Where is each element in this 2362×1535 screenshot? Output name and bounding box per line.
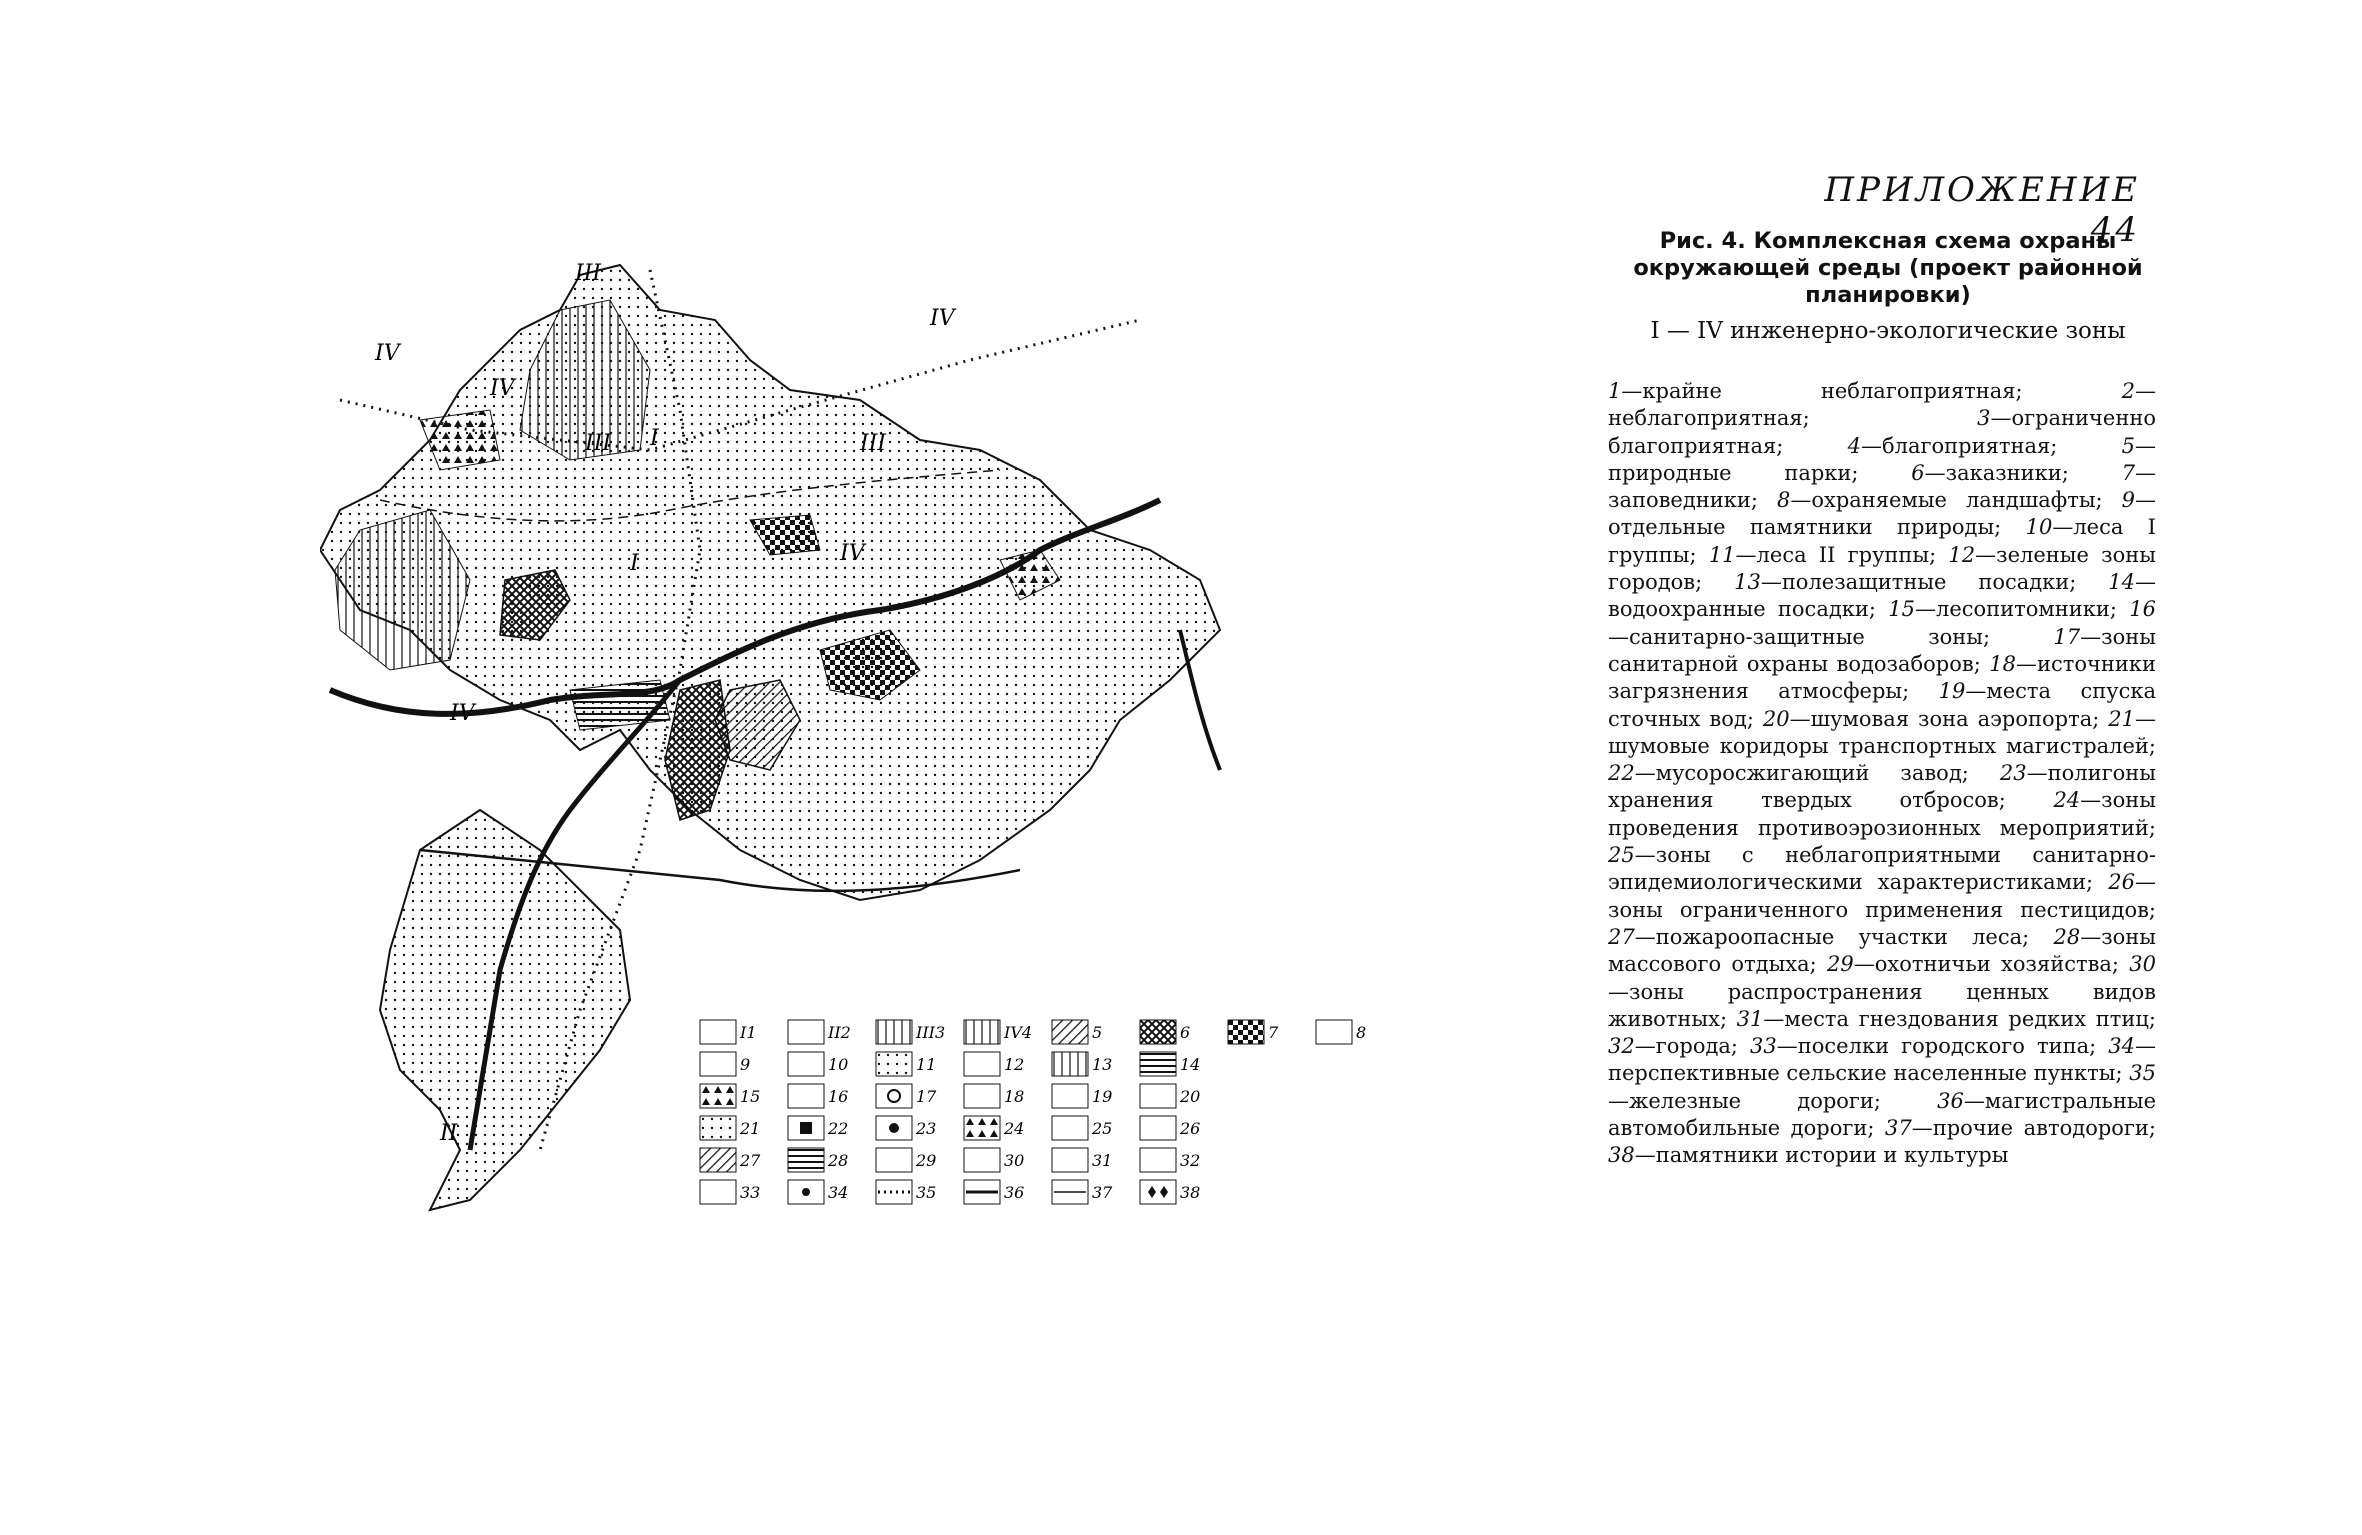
legend-item: 31—места гнездования редких птиц; (1736, 1006, 2156, 1031)
legend-item-label: леса I группы; (1608, 515, 2156, 567)
svg-text:22: 22 (828, 1119, 849, 1138)
legend-item-number: 11 (1708, 542, 1736, 567)
legend-item-number: 26 (2108, 870, 2135, 895)
legend-item: 33—поселки городского типа; (1750, 1034, 2097, 1059)
legend-swatch (700, 1116, 760, 1140)
legend-item-label: железные дороги; (1629, 1088, 1881, 1113)
svg-text:14: 14 (1180, 1055, 1201, 1074)
legend-swatch (964, 1084, 1024, 1108)
legend-item-number: 18 (1989, 651, 2016, 676)
legend-item: 19—места спуска сточных вод; (1608, 679, 2156, 731)
legend-item: 8—охраняемые ландшафты; (1776, 488, 2103, 513)
legend-item-number: 28 (2053, 924, 2081, 949)
legend-item: 22—мусоросжигающий завод; (1608, 761, 1969, 786)
legend-swatch (788, 1052, 848, 1076)
appendix-title: ПРИЛОЖЕНИЕ 44 (1824, 170, 2140, 250)
legend-swatch (1228, 1020, 1279, 1044)
legend-item: 23—полигоны хранения твердых отбросов; (1608, 761, 2156, 813)
legend-item: 38—памятники истории и культуры (1608, 1143, 2009, 1168)
legend-item: 29—охотничьи хозяйства; (1826, 952, 2119, 977)
legend-item: 3—ограниченно благоприятная; (1608, 406, 2156, 458)
legend-item-number: 37 (1884, 1116, 1912, 1141)
legend-swatch (964, 1116, 1024, 1140)
legend-swatch (964, 1180, 1024, 1204)
legend-item: 5—природные парки; (1608, 433, 2156, 485)
legend-item-label: зоны проведения противоэрозионных мероприятий; (1608, 788, 2156, 840)
legend-item: 17—зоны санитарной охраны водозаборов; (1608, 624, 2156, 676)
legend-swatch (1052, 1116, 1112, 1140)
legend-swatch (788, 1148, 848, 1172)
legend-swatch (1140, 1052, 1200, 1076)
legend-item-label: заповедники; (1608, 488, 1758, 513)
zone-label: IV (840, 541, 865, 566)
svg-text:20: 20 (1180, 1087, 1201, 1106)
legend-swatch (876, 1052, 936, 1076)
svg-text:III3: III3 (916, 1023, 946, 1042)
legend-item: 25—зоны с неблагоприятными санитарно-эпидемиологическими характеристиками; (1608, 843, 2156, 895)
legend-item-number: 31 (1736, 1006, 1764, 1031)
legend-swatch (700, 1084, 760, 1108)
legend-swatch (1052, 1180, 1113, 1204)
legend-item: 34—перспективные сельские населенные пункты; (1608, 1034, 2156, 1086)
legend-swatch (964, 1148, 1024, 1172)
svg-text:12: 12 (1004, 1055, 1025, 1074)
environmental-scheme-map (320, 250, 1520, 1250)
svg-text:13: 13 (1092, 1055, 1113, 1074)
legend-swatch (1052, 1084, 1112, 1108)
legend-item-label: охраняемые ландшафты; (1811, 488, 2103, 513)
legend-item-number: 27 (1608, 924, 1635, 949)
legend-item-label: полигоны хранения твердых отбросов; (1608, 761, 2156, 813)
legend-swatch (700, 1180, 760, 1204)
legend-item: 37—прочие автодороги; (1884, 1116, 2156, 1141)
legend-swatch (876, 1020, 945, 1044)
svg-text:19: 19 (1092, 1087, 1113, 1106)
legend-item: 27—пожароопасные участки леса; (1608, 924, 2030, 949)
legend-item-label: шумовые коридоры транспортных магистралей; (1608, 733, 2156, 758)
svg-text:30: 30 (1004, 1151, 1025, 1170)
legend-item-label: отдельные памятники природы; (1608, 515, 2002, 540)
legend-item: 15—лесопитомники; (1888, 597, 2117, 622)
legend-item-label: перспективные сельские населенные пункты; (1608, 1061, 2123, 1086)
svg-text:17: 17 (916, 1087, 937, 1106)
map-legend-grid (700, 1020, 1366, 1204)
legend-item: 32—города; (1608, 1034, 1738, 1059)
legend-item-label: санитарно-защитные зоны; (1629, 624, 1991, 649)
legend-swatch (1140, 1180, 1200, 1204)
legend-item-label: благоприятная; (1882, 433, 2058, 458)
svg-text:7: 7 (1268, 1023, 1279, 1042)
svg-text:33: 33 (740, 1183, 761, 1202)
legend-item-label: зеленые зоны городов; (1608, 542, 2156, 595)
svg-text:21: 21 (740, 1119, 761, 1138)
legend-item-number: 24 (2053, 788, 2081, 813)
legend-list (1608, 378, 2156, 1170)
legend-swatch (1052, 1148, 1112, 1172)
legend-item-label: зоны санитарной охраны водозаборов; (1608, 624, 2156, 676)
legend-swatch (876, 1084, 937, 1108)
zones-title: I — IV инженерно-экологические зоны (1650, 318, 2126, 344)
legend-swatch (964, 1052, 1024, 1076)
svg-text:34: 34 (828, 1183, 849, 1202)
legend-item: 20—шумовая зона аэропорта; (1762, 706, 2100, 731)
svg-text:29: 29 (916, 1151, 937, 1170)
legend-item: 24—зоны проведения противоэрозионных мероприятий; (1608, 788, 2156, 840)
legend-item-number: 25 (1608, 843, 1635, 868)
legend-item-number: 34 (2108, 1034, 2135, 1059)
svg-text:23: 23 (916, 1119, 937, 1138)
legend-item-number: 1 (1608, 379, 1622, 403)
legend-item-label: зоны с неблагоприятными санитарно-эпидемиологическими характеристиками; (1608, 843, 2156, 895)
legend-item-number: 32 (1608, 1034, 1635, 1059)
legend-item: 1—крайне неблагоприятная; (1608, 379, 2023, 403)
svg-text:37: 37 (1092, 1183, 1113, 1202)
legend-item-label: ограниченно благоприятная; (1608, 406, 2156, 458)
legend-item-number: 8 (1776, 488, 1791, 513)
legend-item-number: 13 (1734, 570, 1761, 595)
svg-text:9: 9 (740, 1055, 751, 1074)
legend-swatch (1052, 1020, 1102, 1044)
legend-item-label: мусоросжигающий завод; (1655, 761, 1969, 786)
zone-label: II (440, 1121, 458, 1146)
svg-text:18: 18 (1004, 1087, 1025, 1106)
legend-item-number: 30 (2129, 952, 2156, 977)
zone-label: IV (930, 306, 955, 331)
legend-item-number: 23 (1999, 761, 2027, 786)
svg-text:IV4: IV4 (1004, 1023, 1033, 1042)
legend-item-number: 4 (1847, 433, 1861, 458)
legend-item-label: неблагоприятная; (1608, 406, 1810, 431)
legend-item: 21—шумовые коридоры транспортных магистралей; (1608, 706, 2157, 758)
zone-label: IV (450, 701, 475, 726)
legend-item-number: 33 (1750, 1034, 1777, 1059)
legend-item-label: зоны массового отдыха; (1608, 924, 2156, 977)
legend-item: 35—железные дороги; (1608, 1061, 2156, 1113)
legend-item-label: водоохранные посадки; (1608, 597, 1876, 622)
legend-item-number: 10 (2025, 515, 2053, 540)
legend-item-number: 20 (1762, 706, 1790, 731)
svg-text:II2: II2 (828, 1023, 851, 1042)
legend-item-label: зоны ограниченного применения пестицидов; (1608, 897, 2156, 922)
legend-item-number: 36 (1937, 1088, 1964, 1113)
legend-item-number: 21 (2108, 706, 2136, 731)
legend-item-label: шумовая зона аэропорта; (1810, 706, 2100, 731)
legend-item: 28—зоны массового отдыха; (1608, 924, 2156, 977)
legend-swatch (700, 1148, 761, 1172)
legend-item: 2—неблагоприятная; (1608, 379, 2156, 431)
district-boundary-south (380, 810, 630, 1210)
legend-item-number: 6 (1911, 460, 1925, 485)
legend-swatch (1140, 1084, 1200, 1108)
legend-item-label: охотничьи хозяйства; (1874, 952, 2119, 977)
legend-item-number: 2 (2121, 379, 2135, 403)
legend-item-number: 19 (1938, 679, 1966, 704)
zone-label: I (650, 426, 659, 451)
legend-swatch (876, 1116, 936, 1140)
legend-swatch (876, 1148, 936, 1172)
svg-text:5: 5 (1092, 1023, 1103, 1042)
legend-item-label: леса II группы; (1756, 542, 1937, 567)
legend-swatch (788, 1116, 848, 1140)
svg-text:31: 31 (1092, 1151, 1113, 1170)
svg-text:27: 27 (740, 1151, 761, 1170)
legend-swatch (788, 1180, 848, 1204)
legend-swatch (1052, 1052, 1112, 1076)
legend-item-number: 14 (2108, 570, 2135, 595)
legend-item-label: поселки городского типа; (1797, 1034, 2097, 1059)
legend-swatch (788, 1020, 851, 1044)
legend-item-label: города; (1655, 1034, 1738, 1059)
legend-swatch (1140, 1148, 1200, 1172)
legend-item-number: 35 (2129, 1061, 2156, 1086)
legend-item: 36—магистральные автомобильные дороги; (1608, 1088, 2156, 1141)
svg-text:28: 28 (828, 1151, 849, 1170)
legend-item: 10—леса I группы; (1608, 515, 2156, 567)
legend-item: 9—отдельные памятники природы; (1608, 488, 2156, 540)
legend-swatch (700, 1052, 750, 1076)
figure-caption: Рис. 4. Комплексная схема охраны окружающей среды (проект районной планировки) (1633, 228, 2143, 308)
legend-item-label: магистральные автомобильные дороги; (1608, 1088, 2156, 1141)
legend-swatch (1140, 1020, 1190, 1044)
legend-item-label: полезащитные посадки; (1781, 570, 2077, 595)
svg-text:11: 11 (916, 1055, 937, 1074)
zone-label: IV (375, 341, 400, 366)
legend-swatch (876, 1180, 936, 1204)
legend-item-label: лесопитомники; (1936, 597, 2117, 622)
svg-text:25: 25 (1092, 1119, 1113, 1138)
zone-label: I (630, 551, 639, 576)
legend-item-number: 5 (2121, 433, 2135, 458)
zone-label: IV (490, 376, 515, 401)
legend-item-number: 9 (2121, 488, 2135, 513)
svg-text:I1: I1 (740, 1023, 757, 1042)
legend-item-number: 3 (1977, 406, 1991, 431)
legend-swatch (700, 1020, 757, 1044)
legend-item: 18—источники загрязнения атмосферы; (1608, 651, 2156, 704)
legend-item-number: 7 (2121, 460, 2135, 485)
legend-item-label: крайне неблагоприятная; (1642, 379, 2023, 403)
legend-swatch (788, 1084, 848, 1108)
zone-label: III (585, 431, 612, 456)
legend-item: 12—зеленые зоны городов; (1608, 542, 2156, 595)
svg-text:16: 16 (828, 1087, 849, 1106)
legend-swatch (964, 1020, 1032, 1044)
svg-text:10: 10 (828, 1055, 849, 1074)
svg-text:15: 15 (740, 1087, 761, 1106)
legend-item-number: 16 (2129, 597, 2156, 622)
legend-item-label: пожароопасные участки леса; (1655, 924, 2030, 949)
legend-item: 11—леса II группы; (1708, 542, 1937, 567)
svg-text:32: 32 (1180, 1151, 1201, 1170)
legend-item-number: 15 (1888, 597, 1915, 622)
legend-item-label: природные парки; (1608, 460, 1859, 485)
svg-text:6: 6 (1180, 1023, 1191, 1042)
zone-label: III (575, 261, 602, 286)
legend-item-number: 29 (1826, 952, 1854, 977)
legend-item: 7—заповедники; (1608, 460, 2156, 513)
legend-item-number: 22 (1608, 761, 1635, 786)
legend-item: 14—водоохранные посадки; (1608, 570, 2156, 622)
legend-item-number: 17 (2053, 624, 2081, 649)
legend-item-label: места гнездования редких птиц; (1784, 1006, 2156, 1031)
zone-label: III (860, 431, 887, 456)
legend-item-label: памятники истории и культуры (1655, 1143, 2009, 1168)
legend-item-label: места спуска сточных вод; (1608, 679, 2156, 731)
legend-swatch (1316, 1020, 1366, 1044)
svg-text:38: 38 (1180, 1183, 1201, 1202)
legend-item: 4—благоприятная; (1847, 433, 2058, 458)
legend-item-label: прочие автодороги; (1932, 1116, 2156, 1141)
legend-swatch (1140, 1116, 1200, 1140)
svg-text:8: 8 (1356, 1023, 1367, 1042)
legend-item-label: зоны распространения ценных видов животных; (1608, 979, 2156, 1031)
svg-text:36: 36 (1004, 1183, 1025, 1202)
legend-item: 16—санитарно-защитные зоны; (1608, 597, 2156, 649)
svg-text:35: 35 (916, 1183, 937, 1202)
legend-item: 26—зоны ограниченного применения пестицидов; (1608, 870, 2156, 922)
legend-item: 30—зоны распространения ценных видов животных; (1608, 952, 2156, 1031)
svg-text:26: 26 (1180, 1119, 1201, 1138)
legend-item-number: 12 (1948, 542, 1976, 567)
svg-text:24: 24 (1004, 1119, 1025, 1138)
legend-item-number: 38 (1608, 1143, 1635, 1168)
legend-item: 13—полезащитные посадки; (1734, 570, 2077, 595)
legend-item-label: заказники; (1945, 460, 2069, 485)
legend-item-label: источники загрязнения атмосферы; (1608, 651, 2156, 704)
legend-item: 6—заказники; (1911, 460, 2069, 485)
